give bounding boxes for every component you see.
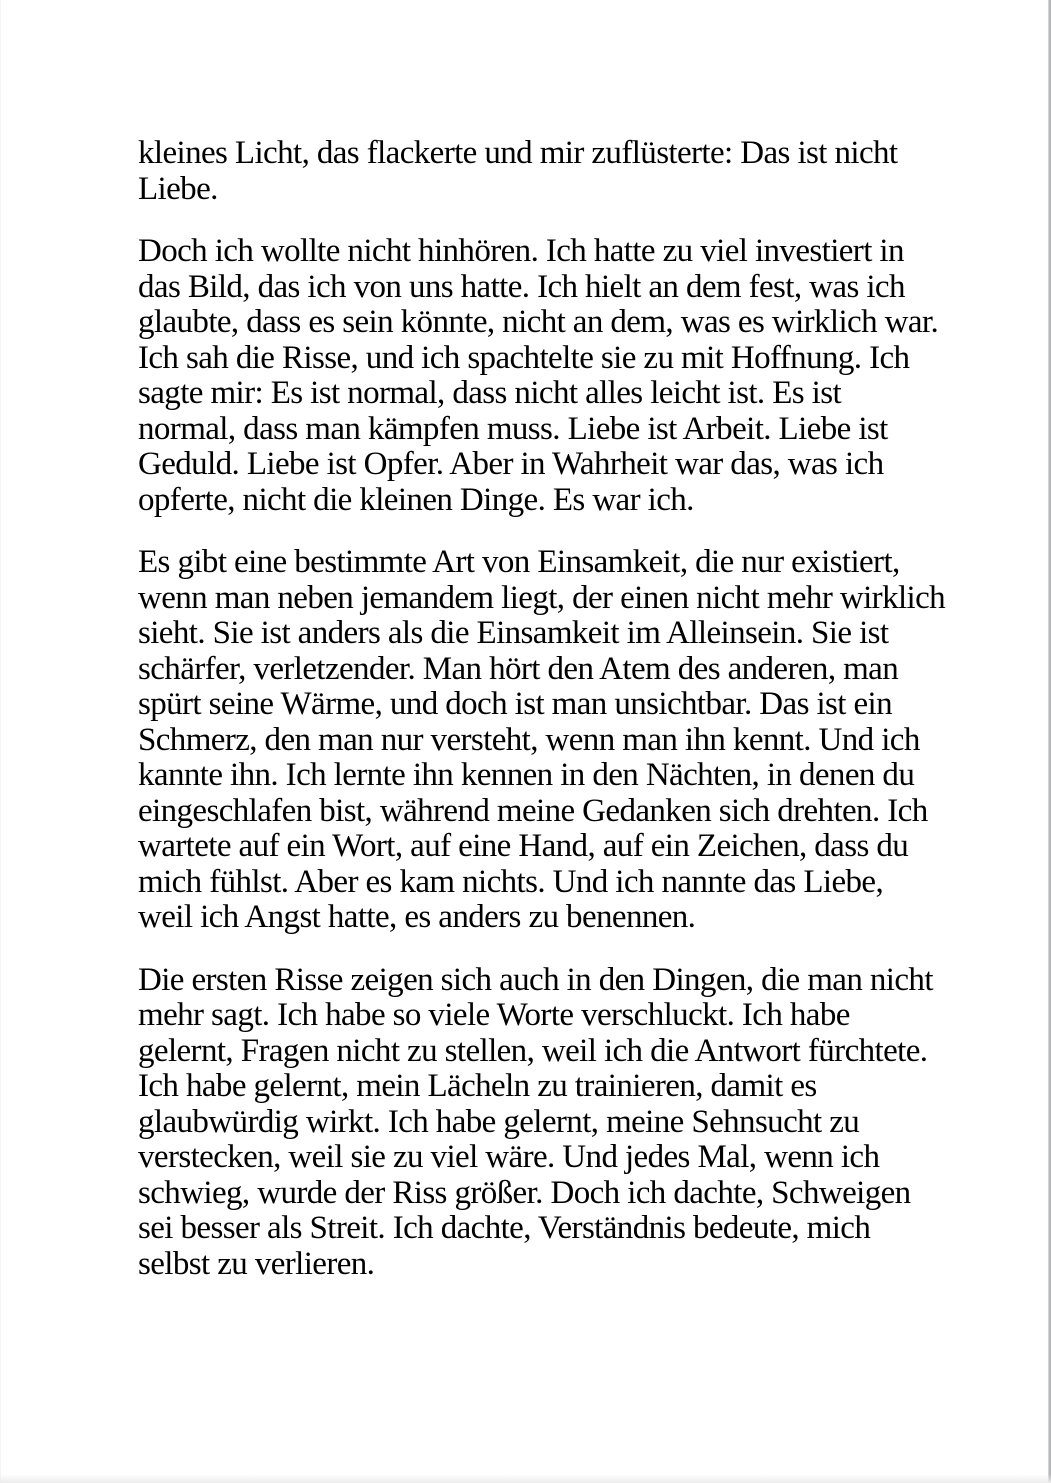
text-line: sei besser als Streit. Ich dachte, Verständnis bedeute, mich	[138, 1210, 871, 1246]
page-bottom-edge	[0, 1474, 1051, 1483]
text-line: kannte ihn. Ich lernte ihn kennen in den Nächten, in denen du	[138, 757, 915, 793]
text-line: sieht. Sie ist anders als die Einsamkeit im Alleinsein. Sie ist	[138, 615, 889, 651]
text-line: glaubte, dass es sein könnte, nicht an dem, was es wirklich war.	[138, 304, 939, 340]
text-line: mehr sagt. Ich habe so viele Worte verschluckt. Ich habe	[138, 997, 850, 1033]
text-line: wartete auf ein Wort, auf eine Hand, auf ein Zeichen, dass du	[138, 828, 909, 864]
text-line: mich fühlst. Aber es kam nichts. Und ich nannte das Liebe,	[138, 863, 884, 900]
text-line: weil ich Angst hatte, es anders zu benennen.	[138, 899, 696, 935]
text-line: normal, dass man kämpfen muss. Liebe ist Arbeit. Liebe ist	[138, 410, 888, 447]
text-line: verstecken, weil sie zu viel wäre. Und jedes Mal, wenn ich	[138, 1139, 880, 1175]
text-line: schwieg, wurde der Riss größer. Doch ich dachte, Schweigen	[138, 1174, 911, 1211]
text-line: gelernt, Fragen nicht zu stellen, weil ich die Antwort fürchtete.	[138, 1032, 928, 1069]
text-line: glaubwürdig wirkt. Ich habe gelernt, meine Sehnsucht zu	[138, 1103, 860, 1140]
paragraph	[138, 545, 945, 936]
text-line: schärfer, verletzender. Man hört den Atem des anderen, man	[138, 650, 899, 687]
text-line: sagte mir: Es ist normal, dass nicht alles leicht ist. Es ist	[138, 375, 842, 411]
paragraph	[138, 963, 945, 1283]
text-line: Es gibt eine bestimmte Art von Einsamkeit, die nur existiert,	[138, 544, 900, 580]
text-line: eingeschlafen bist, während meine Gedanken sich drehten. Ich	[138, 792, 928, 829]
text-line: wenn man neben jemandem liegt, der einen nicht mehr wirklich	[138, 579, 946, 616]
text-line: Schmerz, den man nur versteht, wenn man ihn kennt. Und ich	[138, 721, 920, 758]
text-line: spürt seine Wärme, und doch ist man unsichtbar. Das ist ein	[138, 686, 893, 722]
text-line: selbst zu verlieren.	[138, 1245, 375, 1282]
text-line: Doch ich wollte nicht hinhören. Ich hatte zu viel investiert in	[138, 233, 904, 269]
text-line: Die ersten Risse zeigen sich auch in den Dingen, die man nicht	[138, 961, 933, 998]
page-left-edge	[0, 0, 1, 1483]
text-line: Liebe.	[138, 170, 218, 207]
text-line: Geduld. Liebe ist Opfer. Aber in Wahrheit war das, was ich	[138, 446, 884, 482]
text-line: Ich habe gelernt, mein Lächeln zu trainieren, damit es	[138, 1068, 817, 1104]
text-line: kleines Licht, das flackerte und mir zuflüsterte: Das ist nicht	[138, 135, 898, 171]
text-line: opferte, nicht die kleinen Dinge. Es war ich.	[138, 481, 694, 518]
text-block	[138, 136, 945, 1282]
paragraph	[138, 234, 945, 518]
text-line: Ich sah die Risse, und ich spachtelte sie zu mit Hoffnung. Ich	[138, 339, 910, 376]
text-line: das Bild, das ich von uns hatte. Ich hielt an dem fest, was ich	[138, 268, 905, 305]
paragraph	[138, 136, 945, 207]
